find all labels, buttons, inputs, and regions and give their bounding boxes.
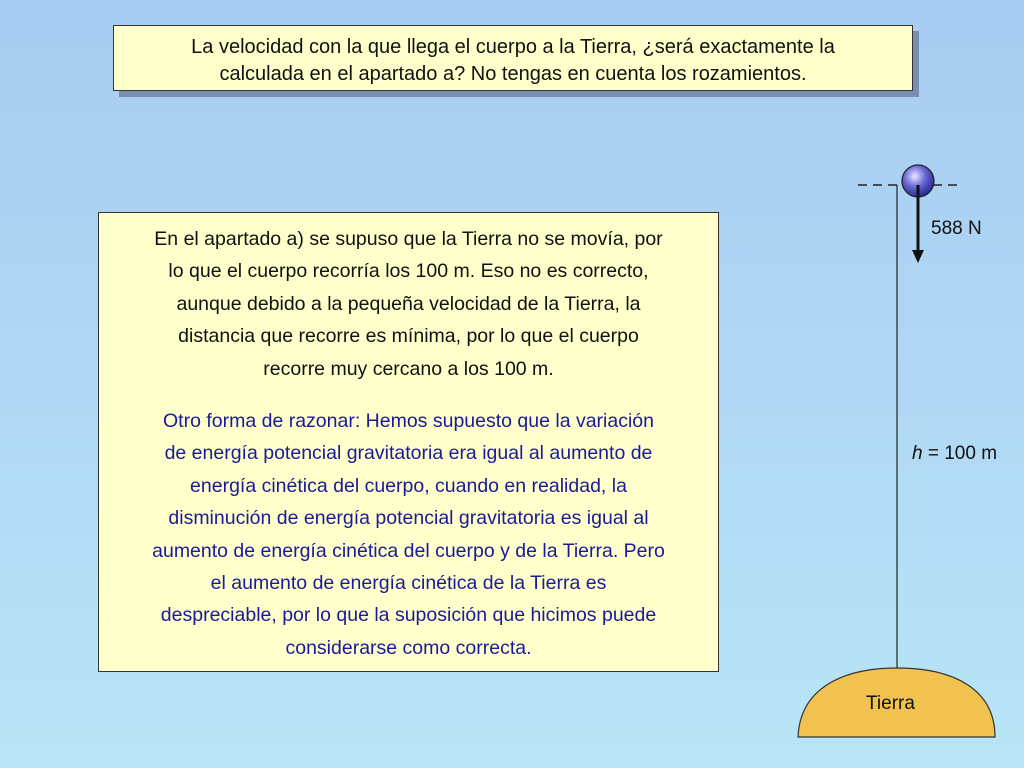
- answer-p1-line: distancia que recorre es mínima, por lo que el cuerpo: [178, 325, 639, 348]
- height-label: [912, 443, 997, 465]
- question-line-2: calculada en el apartado a? No tengas en cuenta los rozamientos.: [219, 63, 807, 85]
- answer-p2-line: de energía potencial gravitatoria era igual al aumento de: [164, 442, 653, 465]
- answer-p2-line: el aumento de energía cinética de la Tierra es: [210, 572, 607, 595]
- answer-p2-line: Otro forma de razonar: Hemos supuesto que la variación: [163, 410, 654, 432]
- answer-p2-line: disminución de energía potencial gravitatoria es igual al: [168, 507, 649, 530]
- height-variable: h: [912, 443, 923, 464]
- answer-p2-line: energía cinética del cuerpo, cuando en realidad, la: [190, 474, 627, 497]
- answer-p2-line: despreciable, por lo que la suposición que hicimos puede: [160, 604, 657, 627]
- answer-p1-line: recorre muy cercano a los 100 m.: [263, 357, 554, 380]
- force-label: 588 N: [931, 218, 982, 239]
- answer-p2-line: aumento de energía cinética del cuerpo y de la Tierra. Pero: [152, 539, 665, 562]
- question-line-1: La velocidad con la que llega el cuerpo a la Tierra, ¿será exactamente la: [191, 36, 835, 58]
- answer-p2-line: considerarse como correcta.: [285, 636, 532, 659]
- force-arrow-head: [912, 250, 924, 263]
- answer-p1-line: lo que el cuerpo recorría los 100 m. Eso no es correcto,: [168, 260, 649, 283]
- height-value: = 100 m: [927, 443, 998, 464]
- earth-label: Tierra: [866, 693, 915, 714]
- answer-p1-line: aunque debido a la pequeña velocidad de la Tierra, la: [176, 292, 641, 315]
- answer-p1-line: En el apartado a) se supuso que la Tierra no se movía, por: [154, 228, 663, 250]
